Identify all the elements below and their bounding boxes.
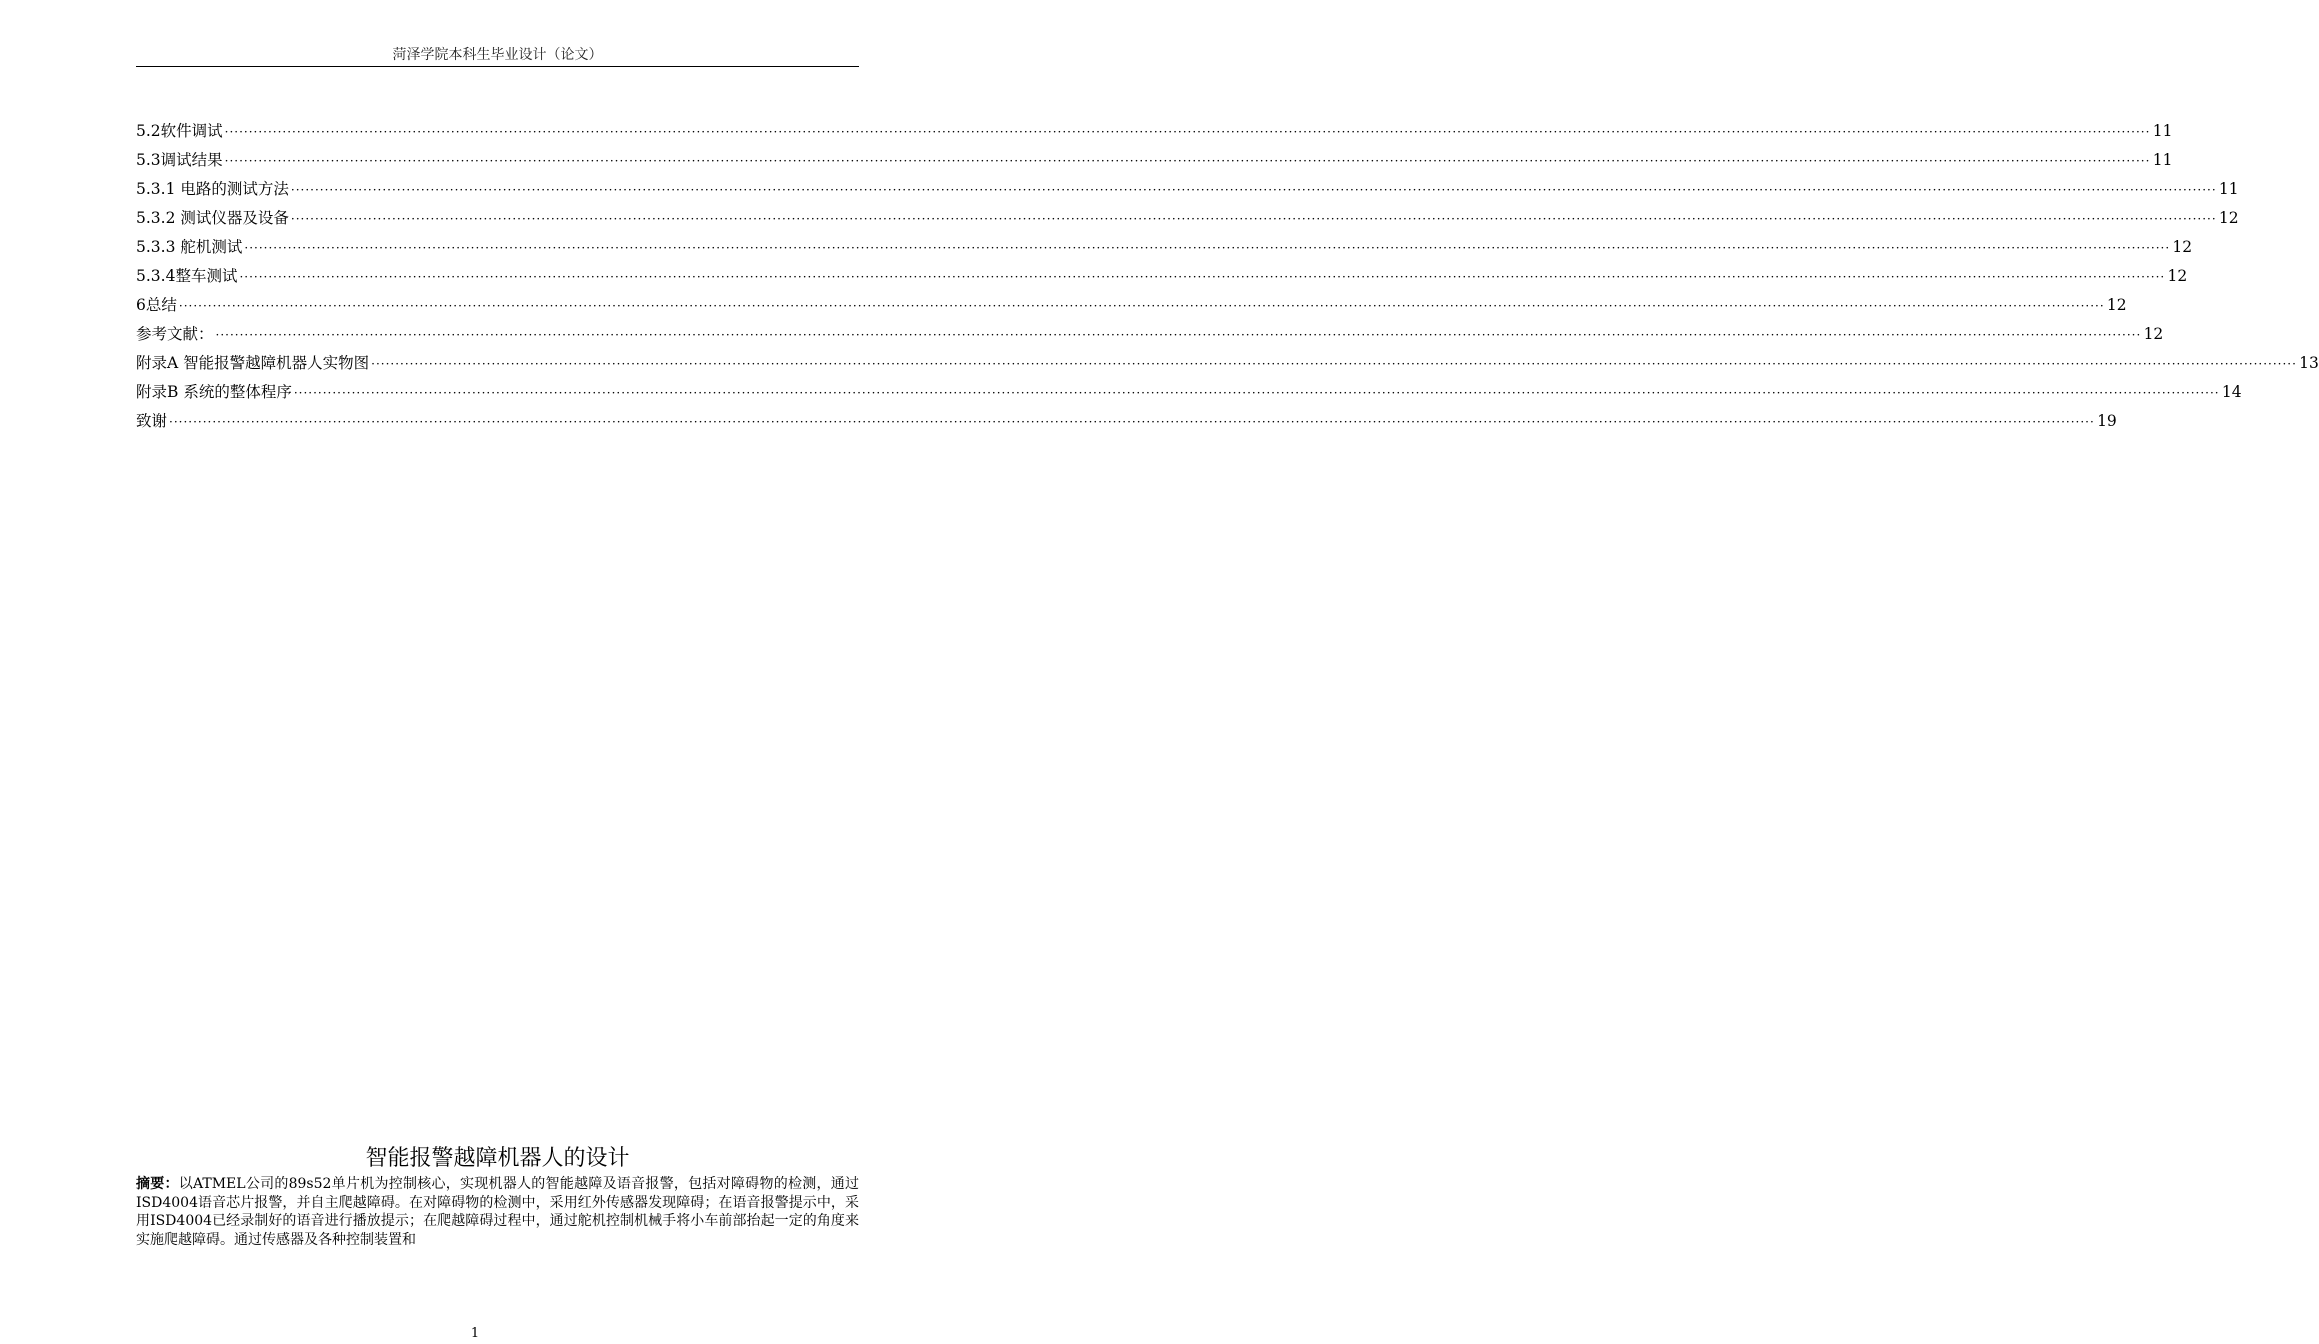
toc-entry-page: 11 [2218, 180, 2239, 198]
toc-entry-label: 5.2软件调试 [136, 122, 223, 140]
toc-leader-dots: ················································································································································································································································································································································································································ [290, 212, 2217, 226]
toc-entry-label: 附录B 系统的整体程序 [136, 383, 292, 401]
toc-leader-dots: ················································································································································································································································································································································································································ [293, 386, 2220, 400]
toc-leader-dots: ················································································································································································································································································································································································································ [290, 183, 2217, 197]
header-title: 菏泽学院本科生毕业设计（论文） [392, 47, 603, 63]
toc-entry[interactable] [136, 262, 2188, 291]
toc-leader-dots: ················································································································································································································································································································································································································ [244, 241, 2171, 255]
toc-entry-page: 12 [2167, 267, 2188, 285]
toc-leader-dots: ················································································································································································································································································································································································································ [239, 270, 2166, 284]
abstract-text: 以ATMEL公司的89s52单片机为控制核心，实现机器人的智能越障及语音报警，包括对障碍物的检测，通过ISD4004语音芯片报警，并自主爬越障碍。在对障碍物的检测中，采用红外传感器发现障碍；在语音报警提示中，采用ISD4004已经录制好的语音进行播放提示；在爬越障碍过程中，通过舵机控制机械手将小车前部抬起一定的角度来实施爬越障碍。通过传感器及各种控制装置和 [136, 1176, 859, 1248]
page-header [136, 44, 859, 67]
toc-entry-label: 6总结 [136, 296, 177, 314]
toc-entry-label: 5.3.4整车测试 [136, 267, 238, 285]
toc-entry[interactable] [136, 291, 2127, 320]
toc-entry[interactable] [136, 175, 2239, 204]
toc-entry-page: 12 [2143, 325, 2164, 343]
toc-entry-page: 11 [2152, 122, 2173, 140]
toc-entry[interactable] [136, 146, 2173, 175]
abstract-label: 摘要： [136, 1176, 179, 1192]
toc-entry-page: 12 [2218, 209, 2239, 227]
toc-entry-label: 附录A 智能报警越障机器人实物图 [136, 354, 370, 372]
toc-entry[interactable] [136, 378, 2242, 407]
toc-leader-dots: ················································································································································································································································································································································································································ [224, 125, 2151, 139]
toc-leader-dots: ················································································································································································································································································································································································································ [371, 357, 2297, 371]
toc-entry-page: 12 [2106, 296, 2127, 314]
toc-entry[interactable] [136, 320, 2164, 349]
abstract-paragraph [136, 1175, 859, 1249]
table-of-contents [136, 117, 2319, 436]
toc-entry-page: 19 [2097, 412, 2117, 430]
toc-entry-label: 5.3.3 舵机测试 [136, 238, 243, 256]
toc-entry-page: 13 [2299, 354, 2319, 372]
paper-title: 智能报警越障机器人的设计 [365, 1146, 630, 1171]
page-number: 1 [470, 1326, 480, 1341]
toc-entry-label: 5.3调试结果 [136, 151, 223, 169]
toc-leader-dots: ················································································································································································································································································································································································································ [224, 154, 2151, 168]
toc-leader-dots: ················································································································································································································································································································································································································ [215, 328, 2142, 342]
toc-entry-label: 5.3.2 测试仪器及设备 [136, 209, 289, 227]
toc-entry[interactable] [136, 233, 2193, 262]
toc-entry[interactable] [136, 117, 2173, 146]
toc-entry[interactable] [136, 204, 2239, 233]
toc-entry-page: 14 [2221, 383, 2242, 401]
toc-entry-label: 致谢 [136, 412, 168, 430]
toc-leader-dots: ················································································································································································································································································································································································································ [169, 415, 2095, 429]
toc-entry-label: 5.3.1 电路的测试方法 [136, 180, 289, 198]
toc-entry-label: 参考文献： [136, 325, 214, 343]
toc-leader-dots: ················································································································································································································································································································································································································ [178, 299, 2105, 313]
toc-entry-page: 11 [2152, 151, 2173, 169]
toc-entry-page: 12 [2172, 238, 2193, 256]
toc-entry[interactable] [136, 349, 2319, 378]
toc-entry[interactable] [136, 407, 2117, 436]
